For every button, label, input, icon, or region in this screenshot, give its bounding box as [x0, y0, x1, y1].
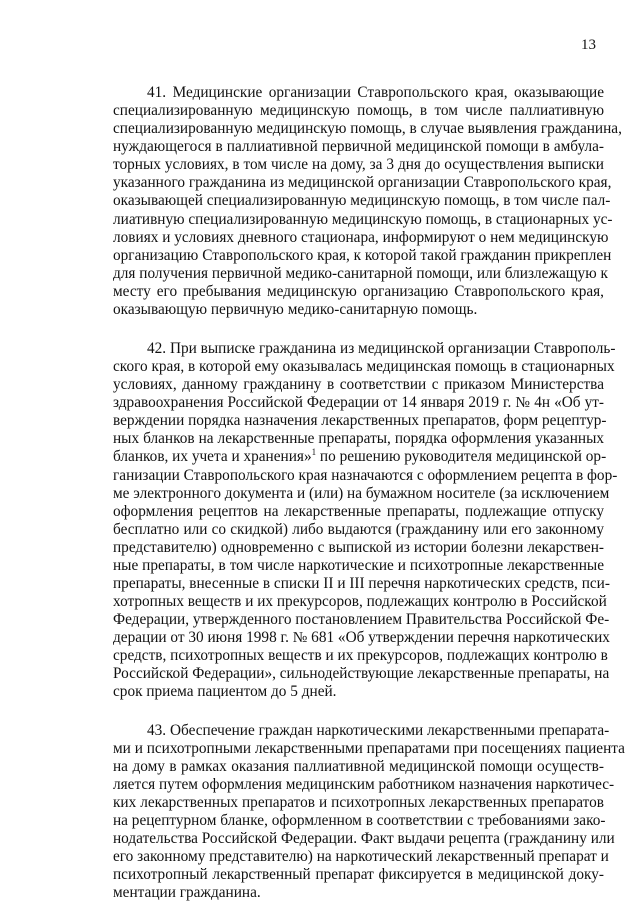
paragraph-line: оказывающей специализированную медицинскую помощь, в том числе пал-	[113, 192, 611, 209]
paragraph-line: представителю) одновременно с выпиской из истории болезни лекарствен-	[113, 539, 604, 556]
paragraph-line: психотропный лекарственный препарат фиксируется в медицинской доку-	[113, 866, 604, 883]
paragraph-line: оказывающую первичную медико-санитарную помощь.	[113, 301, 478, 318]
paragraph-line: специализированную медицинскую помощь, в случае выявления гражданина,	[113, 120, 622, 137]
paragraph-line: 43. Обеспечение граждан наркотическими лекарственными препарата-	[147, 722, 610, 739]
paragraph-line: торных условиях, в том числе на дому, за 3 дня до осуществления выписки	[113, 156, 604, 173]
paragraph-line: дерации от 30 июня 1998 г. № 681 «Об утверждении перечня наркотических	[113, 629, 610, 646]
paragraph-line: 42. При выписке гражданина из медицинской организации Ставрополь-	[147, 340, 616, 357]
paragraph-line: верждении порядка назначения лекарственных препаратов, форм рецептур-	[113, 412, 607, 429]
paragraph-line: лиативную специализированную медицинскую помощь, в стационарных ус-	[113, 211, 613, 228]
paragraph-line: ляется путем оформления медицинским работником назначения наркотичес-	[113, 776, 615, 793]
paragraph-line: препараты, внесенные в списки II и III перечня наркотических средств, пси-	[113, 575, 610, 592]
paragraph-line: Российской Федерации», сильнодействующие лекарственные препараты, на	[113, 665, 610, 682]
paragraph-line: месту его пребывания медицинскую организацию Ставропольского края,	[113, 283, 604, 300]
paragraph-line: ского края, в которой ему оказывалась медицинская помощь в стационарных	[113, 358, 615, 375]
paragraph-line: на дому в рамках оказания паллиативной медицинской помощи осуществ-	[113, 758, 604, 775]
line-text: бланков, их учета и хранения»	[113, 448, 312, 465]
paragraph-line	[113, 446, 607, 466]
paragraph-line: нодательства Российской Федерации. Факт выдачи рецепта (гражданину или	[113, 830, 615, 847]
paragraph-line: специализированную медицинскую помощь, в том числе паллиативную	[113, 102, 604, 119]
paragraph-line: для получения первичной медико-санитарной помощи, или близлежащую к	[113, 265, 608, 282]
paragraph-line: ловиях и условиях дневного стационара, информируют о нем медицинскую	[113, 229, 609, 246]
paragraph-line: ных бланков на лекарственные препараты, порядка оформления указанных	[113, 430, 604, 447]
paragraph-line: нуждающегося в паллиативной первичной медицинской помощи в амбула-	[113, 138, 604, 155]
paragraph-line: средств, психотропных веществ и их прекурсоров, подлежащих контролю в	[113, 647, 608, 664]
paragraph-line: на рецептурном бланке, оформленном в соответствии с требованиями зако-	[113, 812, 606, 829]
paragraph-line: Федерации, утвержденного постановлением Правительства Российской Фе-	[113, 611, 610, 628]
paragraph-line: ме электронного документа и (или) на бумажном носителе (за исключением	[113, 485, 610, 502]
paragraph-line: хотропных веществ и их прекурсоров, подлежащих контролю в Российской	[113, 593, 607, 610]
paragraph-line: его законному представителю) на наркотический лекарственный препарат и	[113, 848, 609, 865]
footnote-marker: 1	[311, 446, 317, 457]
page-number: 13	[581, 37, 596, 53]
paragraph-line: здравоохранения Российской Федерации от 14 января 2019 г. № 4н «Об ут-	[113, 394, 604, 411]
paragraph-line: ные препараты, в том числе наркотические и психотропные лекарственные	[113, 557, 604, 574]
paragraph-line: оформления рецептов на лекарственные препараты, подлежащие отпуску	[113, 503, 604, 520]
paragraph-line: ми и психотропными лекарственными препаратами при посещениях пациента	[113, 740, 625, 757]
paragraph-line: организацию Ставропольского края, к которой такой гражданин прикреплен	[113, 247, 612, 264]
paragraph-line: условиях, данному гражданину в соответствии с приказом Министерства	[113, 376, 604, 393]
paragraph-line: бесплатно или со скидкой) либо выдаются (гражданину или его законному	[113, 521, 604, 538]
paragraph-line: срок приема пациентом до 5 дней.	[113, 683, 337, 700]
paragraph-line: ментации гражданина.	[113, 884, 261, 901]
paragraph-line: 41. Медицинские организации Ставропольского края, оказывающие	[147, 84, 604, 101]
paragraph-line: ганизации Ставропольского края назначаются с оформлением рецепта в фор-	[113, 467, 618, 484]
paragraph-line: указанного гражданина из медицинской организации Ставропольского края,	[113, 174, 612, 191]
paragraph-line: ких лекарственных препаратов и психотропных лекарственных препаратов	[113, 794, 604, 811]
line-text: по решению руководителя медицинской ор-	[316, 448, 607, 465]
